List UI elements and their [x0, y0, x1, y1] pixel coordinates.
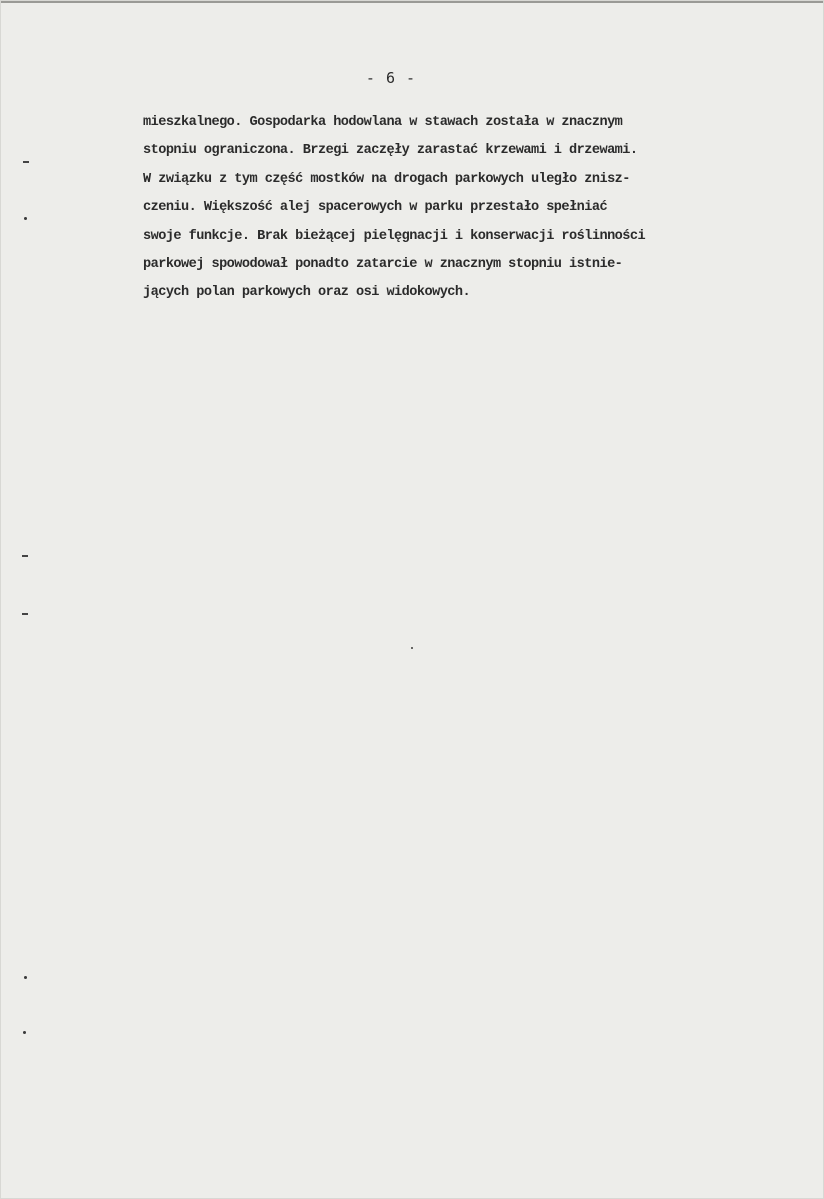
margin-speck [22, 555, 28, 557]
page-number: - 6 - [365, 69, 417, 87]
margin-speck [23, 1031, 26, 1034]
text-line: stopniu ograniczona. Brzegi zaczęły zarastać krzewami i drzewami. [143, 143, 638, 159]
text-line: W związku z tym część mostków na drogach parkowych uległo znisz- [143, 171, 630, 187]
text-line: jących polan parkowych oraz osi widokowych. [143, 285, 471, 301]
margin-speck [24, 217, 27, 220]
scan-edge [1, 1, 823, 3]
body-text [143, 109, 819, 308]
paper-speck [411, 647, 413, 649]
margin-speck [22, 613, 28, 615]
text-line: swoje funkcje. Brak bieżącej pielęgnacji i konserwacji roślinności [143, 228, 646, 244]
text-line: parkowej spowodował ponadto zatarcie w znacznym stopniu istnie- [143, 256, 623, 272]
margin-speck [23, 161, 29, 163]
text-line: mieszkalnego. Gospodarka hodowlana w stawach została w znacznym [143, 115, 623, 130]
text-line: czeniu. Większość alej spacerowych w parku przestało spełniać [143, 200, 608, 216]
margin-speck [24, 976, 27, 979]
